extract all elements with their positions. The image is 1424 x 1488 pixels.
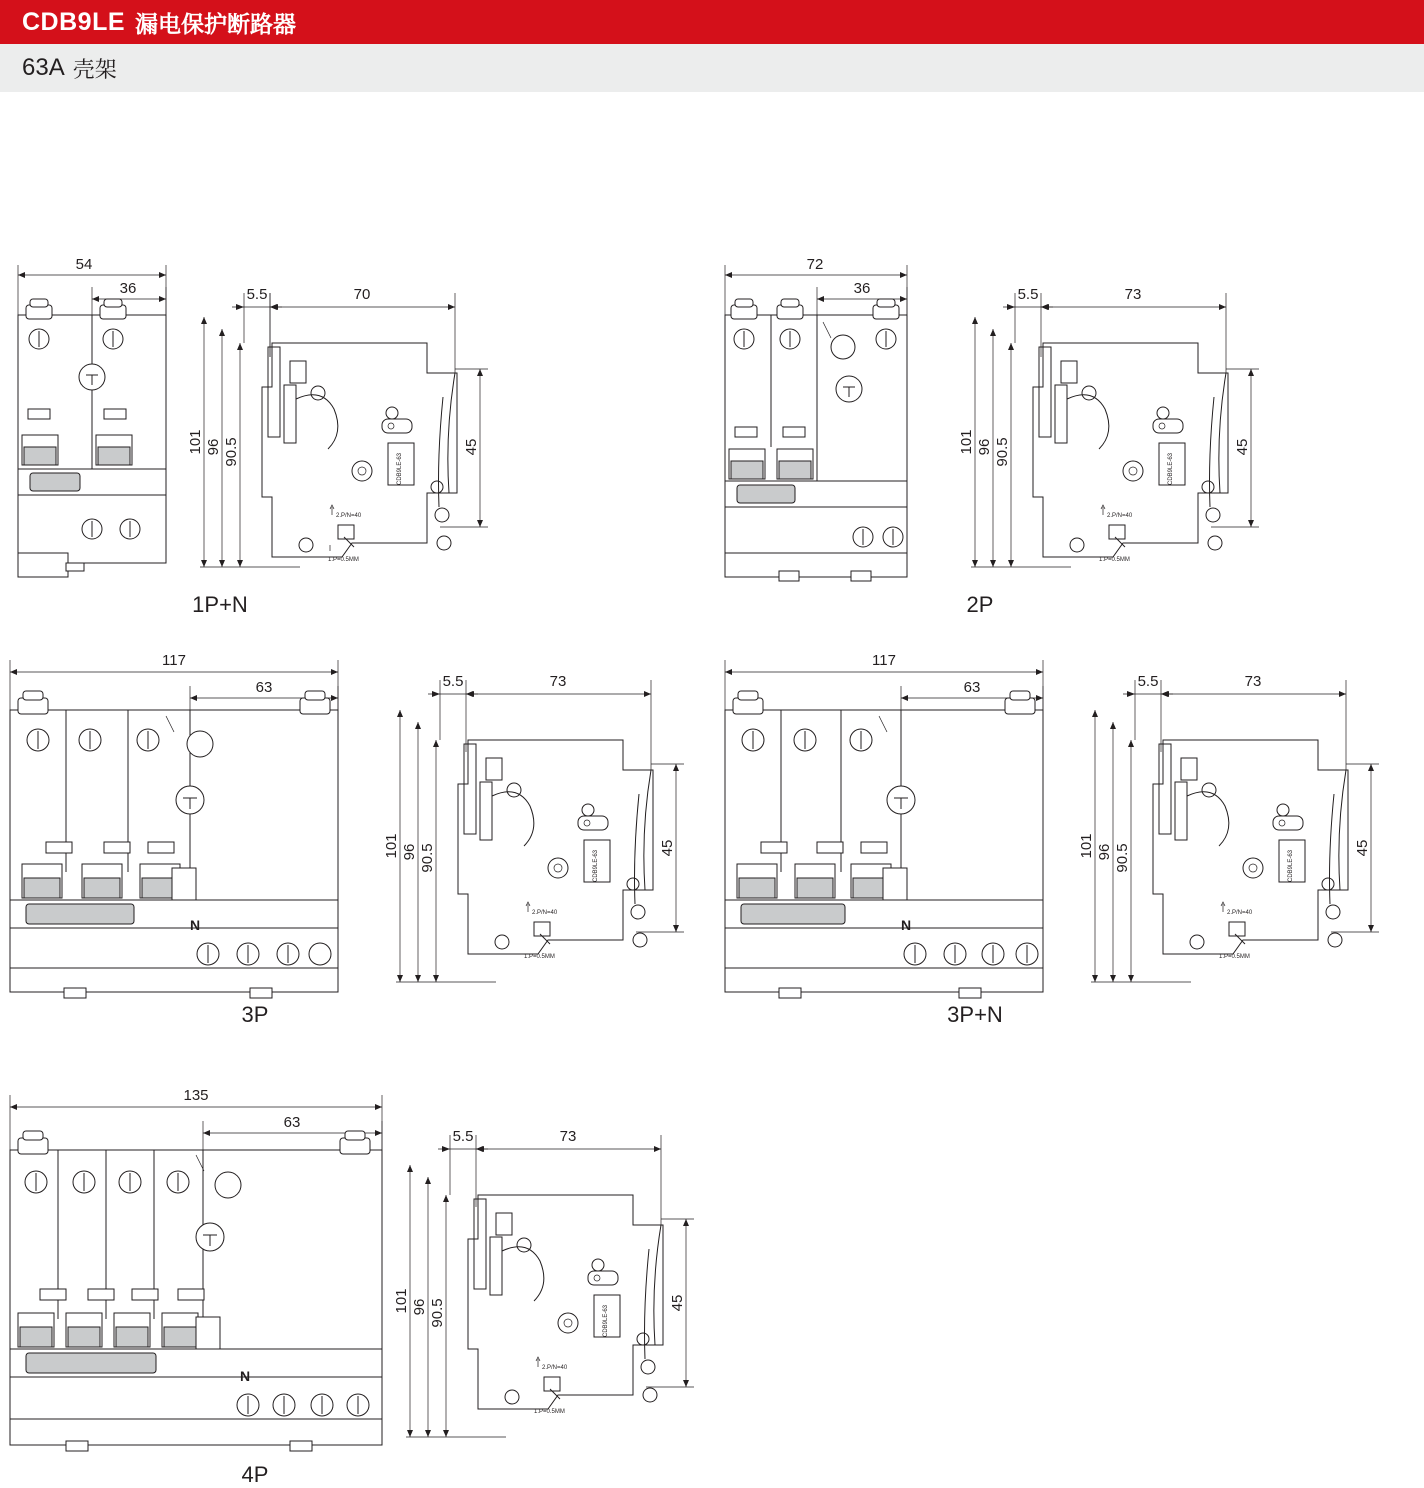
figure-caption-1pn: 1P+N	[192, 592, 248, 617]
svg-text:36: 36	[119, 280, 137, 297]
svg-text:5.5: 5.5	[246, 286, 268, 303]
figure-4p	[0, 1037, 720, 1487]
svg-text:2.P/N=40: 2.P/N=40	[1107, 513, 1133, 519]
front-view-1pn	[18, 256, 166, 577]
figure-1pn	[0, 147, 520, 617]
product-header	[0, 0, 1424, 44]
svg-text:2.P/N=40: 2.P/N=40	[1227, 910, 1253, 916]
svg-text:101: 101	[393, 1288, 410, 1314]
svg-text:117: 117	[162, 652, 186, 669]
figure-caption-2p: 2P	[966, 592, 994, 617]
svg-text:45: 45	[1354, 839, 1371, 857]
figure-3pn	[715, 592, 1415, 1027]
figure-caption-3p: 3P	[241, 1002, 269, 1027]
front-view-3p	[10, 652, 338, 998]
svg-text:73: 73	[1244, 673, 1262, 690]
svg-text:CDB9LE-63: CDB9LE-63	[1168, 452, 1174, 486]
svg-text:N: N	[190, 917, 201, 933]
side-view-2p	[958, 286, 1259, 567]
svg-text:90.5: 90.5	[419, 843, 436, 873]
svg-text:101: 101	[187, 429, 204, 455]
svg-text:45: 45	[463, 438, 480, 456]
svg-text:1.P=0.5MM: 1.P=0.5MM	[534, 1409, 565, 1415]
svg-text:2.P/N=40: 2.P/N=40	[336, 513, 362, 519]
svg-text:63: 63	[283, 1114, 301, 1131]
svg-text:63: 63	[255, 679, 273, 696]
svg-text:63: 63	[963, 679, 981, 696]
svg-text:5.5: 5.5	[452, 1128, 474, 1145]
frame-label: 壳架	[72, 56, 117, 82]
svg-text:72: 72	[806, 256, 824, 273]
svg-text:2.P/N=40: 2.P/N=40	[542, 1365, 568, 1371]
figure-3p	[0, 592, 700, 1027]
product-model: CDB9LE	[22, 7, 126, 36]
svg-text:5.5: 5.5	[1137, 673, 1159, 690]
svg-text:45: 45	[1234, 438, 1251, 456]
front-view-3pn	[725, 652, 1043, 998]
svg-text:96: 96	[401, 843, 418, 861]
svg-text:70: 70	[353, 286, 371, 303]
svg-text:CDB9LE-63: CDB9LE-63	[593, 849, 599, 883]
svg-text:101: 101	[1078, 833, 1095, 859]
svg-text:90.5: 90.5	[223, 437, 240, 467]
svg-text:54: 54	[75, 256, 93, 273]
svg-text:96: 96	[205, 438, 222, 456]
svg-text:96: 96	[411, 1298, 428, 1316]
svg-text:N: N	[901, 917, 912, 933]
svg-text:73: 73	[549, 673, 567, 690]
frame-current: 63A	[22, 54, 65, 81]
side-view-3pn	[1078, 673, 1379, 982]
svg-text:1.P=0.5MM: 1.P=0.5MM	[1099, 557, 1130, 563]
svg-text:73: 73	[559, 1128, 577, 1145]
svg-text:CDB9LE-63: CDB9LE-63	[397, 452, 403, 486]
svg-text:2.P/N=40: 2.P/N=40	[532, 910, 558, 916]
svg-text:45: 45	[669, 1294, 686, 1312]
svg-text:1.P=0.5MM: 1.P=0.5MM	[524, 954, 555, 960]
front-view-2p	[725, 256, 907, 581]
drawing-canvas	[0, 92, 1424, 1487]
side-view-1pn	[187, 286, 488, 567]
svg-text:45: 45	[659, 839, 676, 857]
svg-text:36: 36	[853, 280, 871, 297]
svg-text:CDB9LE-63: CDB9LE-63	[1288, 849, 1294, 883]
svg-text:90.5: 90.5	[994, 437, 1011, 467]
svg-text:96: 96	[1096, 843, 1113, 861]
svg-text:90.5: 90.5	[1114, 843, 1131, 873]
svg-text:N: N	[240, 1368, 251, 1384]
figure-caption-3pn: 3P+N	[947, 1002, 1003, 1027]
front-view-4p	[10, 1087, 382, 1451]
side-view-4p	[393, 1128, 694, 1437]
product-subheader	[0, 44, 1424, 92]
svg-text:73: 73	[1124, 286, 1142, 303]
svg-text:5.5: 5.5	[1017, 286, 1039, 303]
svg-text:1.P=0.5MM: 1.P=0.5MM	[328, 557, 359, 563]
svg-text:90.5: 90.5	[429, 1298, 446, 1328]
svg-text:117: 117	[872, 652, 896, 669]
svg-text:101: 101	[958, 429, 975, 455]
svg-text:CDB9LE-63: CDB9LE-63	[603, 1304, 609, 1338]
svg-text:5.5: 5.5	[442, 673, 464, 690]
figure-caption-4p: 4P	[241, 1462, 269, 1487]
side-view-3p	[383, 673, 684, 982]
product-description: 漏电保护断路器	[135, 10, 297, 37]
svg-text:1.P=0.5MM: 1.P=0.5MM	[1219, 954, 1250, 960]
svg-text:101: 101	[383, 833, 400, 859]
figure-2p	[715, 147, 1275, 617]
svg-text:96: 96	[976, 438, 993, 456]
svg-text:135: 135	[183, 1087, 209, 1104]
